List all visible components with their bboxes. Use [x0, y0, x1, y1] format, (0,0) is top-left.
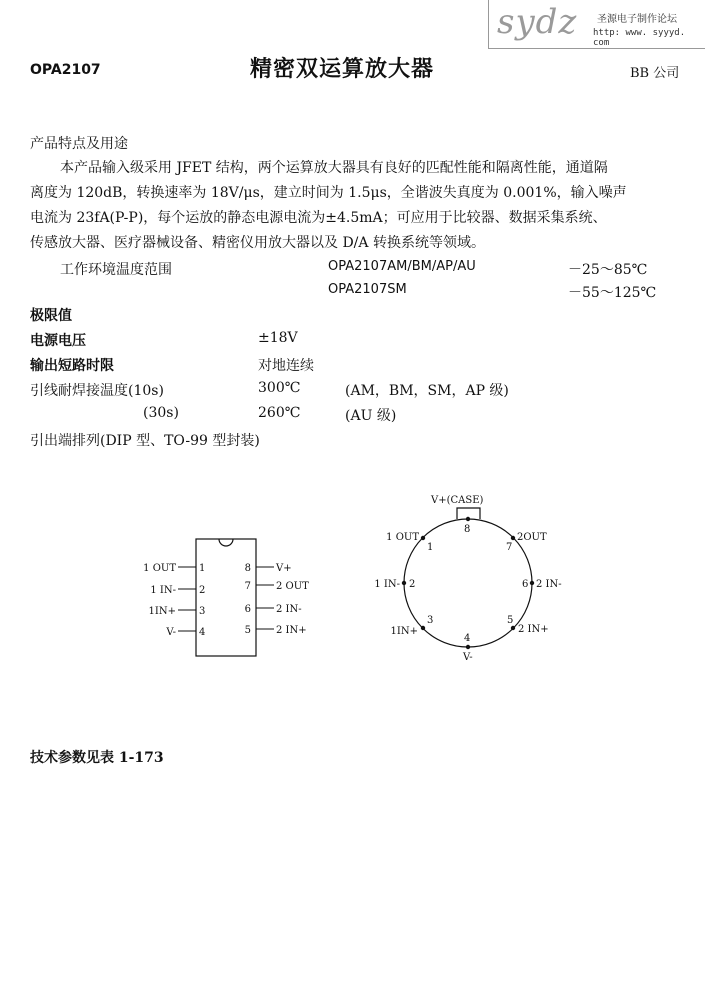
dip-pin-4-label: V-	[166, 627, 176, 638]
dip-pin-8-label: V+	[276, 563, 292, 574]
to99-pin-5-label: 2 IN+	[518, 624, 549, 635]
watermark-url: http: www. syyyd. com	[593, 28, 686, 48]
to99-pin-6-number: 6	[522, 579, 529, 590]
watermark-site-name: 圣源电子制作论坛	[597, 14, 677, 25]
to99-pin-5-number: 5	[507, 615, 514, 626]
temperature-range-2: －55～125℃	[568, 285, 657, 301]
dip-package-diagram	[130, 530, 330, 665]
limit-label-solder-30s: (30s)	[143, 405, 179, 421]
dip-pin-3-number: 3	[199, 606, 206, 617]
to99-pin-3-number: 3	[427, 615, 434, 626]
to99-package-diagram	[360, 488, 570, 668]
dip-pin-2-number: 2	[199, 585, 206, 596]
limit-label-solder-10s: 引线耐焊接温度(10s)	[30, 383, 164, 399]
dip-pin-3-label: 1IN+	[148, 606, 176, 617]
dip-pin-4	[165, 627, 205, 638]
dip-body	[196, 539, 256, 656]
dip-pin-5-number: 5	[244, 625, 251, 636]
dip-pin-7	[245, 581, 310, 592]
dip-pin-6	[245, 604, 302, 615]
to99-pin-4-label: V-	[463, 652, 473, 663]
limit-label-short-circuit: 输出短路时限	[30, 358, 114, 374]
features-line-4: 传感放大器、医疗器械设备、精密仪用放大器以及 D/A 转换系统等领域。	[30, 235, 485, 251]
to99-pin-7-label: 2OUT	[517, 532, 547, 543]
limit-value-solder-30s: 260℃	[258, 405, 301, 421]
features-heading: 产品特点及用途	[30, 136, 128, 152]
dip-pin-3	[149, 606, 206, 617]
temperature-models-1: OPA2107AM/BM/AP/AU	[328, 259, 476, 274]
temperature-label: 工作环境温度范围	[60, 262, 172, 278]
limit-note-solder-10s: (AM，BM，SM，AP 级)	[345, 383, 509, 399]
to99-case-label: V+(CASE)	[431, 495, 484, 506]
limits-heading: 极限值	[30, 308, 72, 324]
temperature-range-1: －25～85℃	[568, 262, 648, 278]
to99-pin-2	[374, 579, 415, 590]
limit-note-solder-30s: (AU 级)	[345, 408, 397, 424]
to99-pin-6	[522, 579, 562, 590]
to99-pin-4	[462, 633, 473, 663]
dip-pin-8-number: 8	[244, 563, 251, 574]
to99-pin-6-label: 2 IN-	[536, 579, 562, 590]
to99-pin-1-label: 1 OUT	[386, 532, 419, 543]
model-number: OPA2107	[30, 62, 101, 78]
dip-notch	[219, 539, 233, 546]
dip-pin-6-label: 2 IN-	[276, 604, 302, 615]
dip-pin-2	[150, 585, 205, 596]
manufacturer: BB 公司	[630, 66, 680, 81]
features-line-1: 本产品输入级采用 JFET 结构，两个运算放大器具有良好的匹配性能和隔离性能，通道隔	[60, 160, 608, 176]
to99-pin-1-number: 1	[427, 542, 434, 553]
to99-pin-2-number: 2	[409, 579, 416, 590]
limit-value-short-circuit: 对地连续	[258, 358, 314, 374]
dip-pin-2-label: 1 IN-	[150, 585, 176, 596]
page-title: 精密双运算放大器	[250, 57, 435, 82]
dip-pin-7-label: 2 OUT	[276, 581, 309, 592]
limit-value-solder-10s: 300℃	[258, 380, 301, 396]
features-line-2: 离度为 120dB，转换速率为 18V/μs，建立时间为 1.5μs，全谐波失真度为 0.001%，输入噪声	[30, 185, 627, 201]
dip-pin-4-number: 4	[199, 627, 206, 638]
dip-pin-8	[245, 563, 292, 574]
dip-pin-6-number: 6	[244, 604, 251, 615]
to99-pin-5	[507, 615, 549, 635]
dip-pin-1-label: 1 OUT	[143, 563, 176, 574]
to99-pin-3	[391, 615, 434, 637]
to99-pin-8-number: 8	[464, 524, 471, 535]
to99-pin-3-label: 1IN+	[390, 626, 418, 637]
dip-pin-7-number: 7	[244, 581, 251, 592]
limit-value-supply-voltage: ±18V	[258, 330, 298, 346]
dip-pin-5	[245, 625, 307, 636]
footer-reference: 技术参数见表 1-173	[30, 750, 164, 766]
dip-pin-1-number: 1	[199, 563, 206, 574]
to99-pin-2-label: 1 IN-	[374, 579, 400, 590]
watermark-logo: sydz	[497, 2, 578, 42]
features-line-3: 电流为 23fA(P-P)，每个运放的静态电源电流为±4.5mA；可应用于比较器、数据采集系统、	[30, 210, 607, 226]
pinout-heading: 引出端排列(DIP 型、TO-99 型封装)	[30, 433, 260, 449]
to99-pin-7-number: 7	[506, 542, 513, 553]
watermark-logo-box	[488, 0, 705, 49]
limit-label-supply-voltage: 电源电压	[30, 333, 86, 349]
to99-pin-7	[506, 532, 547, 553]
temperature-models-2: OPA2107SM	[328, 282, 407, 297]
to99-pin-4-number: 4	[464, 633, 471, 644]
dip-pin-5-label: 2 IN+	[276, 625, 307, 636]
